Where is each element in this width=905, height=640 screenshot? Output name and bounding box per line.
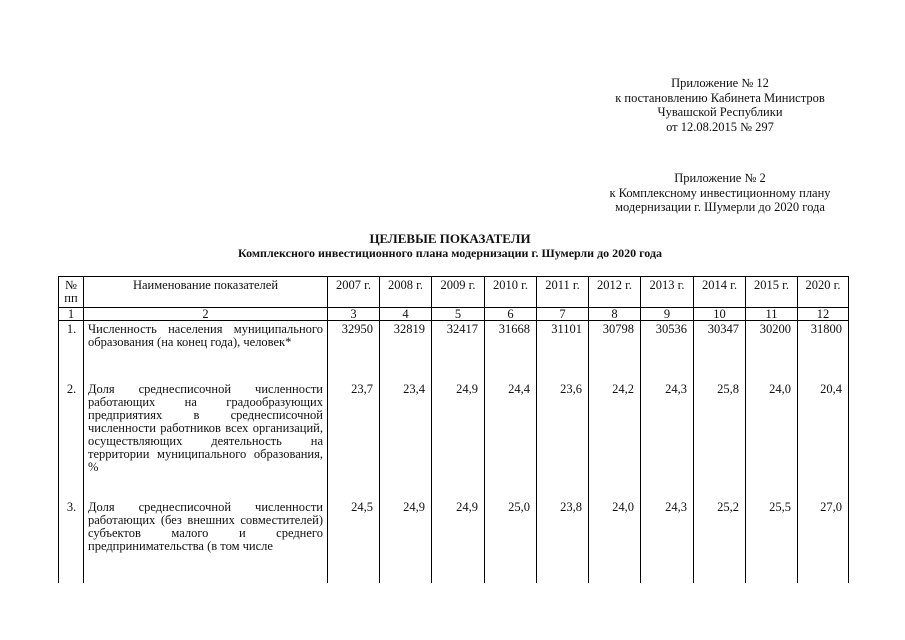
column-number-cell: 9 <box>641 308 694 321</box>
value-cell: 23,8 <box>537 499 589 583</box>
header-cell: 2009 г. <box>432 277 485 308</box>
value-cell: 32417 <box>432 321 485 382</box>
value-cell: 30200 <box>746 321 798 382</box>
value-cell: 24,0 <box>589 499 641 583</box>
column-number-cell: 5 <box>432 308 485 321</box>
appendix-2-title: Приложение № 2 <box>674 171 766 185</box>
value-cell: 24,9 <box>432 381 485 499</box>
header-cell: 2010 г. <box>485 277 537 308</box>
appendix-12-ref: к постановлению Кабинета Министров <box>615 90 825 105</box>
column-number-cell: 8 <box>589 308 641 321</box>
value-cell: 24,2 <box>589 381 641 499</box>
column-number-cell: 3 <box>328 308 380 321</box>
indicator-name: Численность населения муниципального образования (на конец года), человек* <box>84 321 328 382</box>
value-cell: 24,9 <box>432 499 485 583</box>
appendix-2-block <box>580 171 860 215</box>
value-cell: 24,9 <box>380 499 432 583</box>
value-cell: 25,5 <box>746 499 798 583</box>
table-header-row <box>59 277 849 308</box>
header-cell: № пп <box>59 277 84 308</box>
table-row <box>59 321 849 382</box>
value-cell: 20,4 <box>798 381 849 499</box>
column-number-cell: 11 <box>746 308 798 321</box>
appendix-12-title: Приложение № 12 <box>671 76 769 90</box>
header-cell: 2011 г. <box>537 277 589 308</box>
value-cell: 23,4 <box>380 381 432 499</box>
header-cell: 2012 г. <box>589 277 641 308</box>
document-subtitle: Комплексного инвестиционного плана модернизации г. Шумерли до 2020 года <box>237 246 663 260</box>
value-cell: 24,3 <box>641 381 694 499</box>
indicator-name: Доля среднесписочной численности работающих на градообразующих предприятиях в среднесписочной численности работников всех организаций, осуществляющих деятельность на территории муниципального образования, % <box>84 381 328 499</box>
document-heading <box>120 231 780 261</box>
value-cell: 31668 <box>485 321 537 382</box>
header-cell: 2008 г. <box>380 277 432 308</box>
column-number-cell: 1 <box>59 308 84 321</box>
row-number: 3. <box>59 499 84 583</box>
column-number-cell: 4 <box>380 308 432 321</box>
header-cell: 2013 г. <box>641 277 694 308</box>
value-cell: 32950 <box>328 321 380 382</box>
row-number: 1. <box>59 321 84 382</box>
appendix-2-ref: к Комплексному инвестиционному плану <box>609 185 831 200</box>
table-row <box>59 499 849 583</box>
value-cell: 32819 <box>380 321 432 382</box>
value-cell: 23,7 <box>328 381 380 499</box>
header-cell: 2020 г. <box>798 277 849 308</box>
value-cell: 24,3 <box>641 499 694 583</box>
appendix-12-date: от 12.08.2015 № 297 <box>666 119 774 134</box>
row-number: 2. <box>59 381 84 499</box>
value-cell: 25,8 <box>694 381 746 499</box>
value-cell: 25,0 <box>485 499 537 583</box>
appendix-2-plan: модернизации г. Шумерли до 2020 года <box>615 200 825 215</box>
column-number-cell: 12 <box>798 308 849 321</box>
header-cell: 2014 г. <box>694 277 746 308</box>
value-cell: 24,0 <box>746 381 798 499</box>
column-number-cell: 6 <box>485 308 537 321</box>
indicator-name: Доля среднесписочной численности работающих (без внешних совместителей) субъектов малого и среднего предпринимательства (в том числе <box>84 499 328 583</box>
value-cell: 27,0 <box>798 499 849 583</box>
column-number-cell: 10 <box>694 308 746 321</box>
value-cell: 23,6 <box>537 381 589 499</box>
document-title: ЦЕЛЕВЫЕ ПОКАЗАТЕЛИ <box>369 231 531 246</box>
header-cell: 2015 г. <box>746 277 798 308</box>
value-cell: 30536 <box>641 321 694 382</box>
value-cell: 30347 <box>694 321 746 382</box>
column-number-cell: 2 <box>84 308 328 321</box>
indicators-table <box>58 276 849 583</box>
appendix-12-block <box>600 76 840 134</box>
value-cell: 30798 <box>589 321 641 382</box>
column-number-row <box>59 308 849 321</box>
column-number-cell: 7 <box>537 308 589 321</box>
header-cell: Наименование показателей <box>84 277 328 308</box>
value-cell: 24,4 <box>485 381 537 499</box>
value-cell: 24,5 <box>328 499 380 583</box>
appendix-12-authority: Чувашской Республики <box>657 105 783 120</box>
value-cell: 31101 <box>537 321 589 382</box>
value-cell: 31800 <box>798 321 849 382</box>
value-cell: 25,2 <box>694 499 746 583</box>
table-row <box>59 381 849 499</box>
header-cell: 2007 г. <box>328 277 380 308</box>
